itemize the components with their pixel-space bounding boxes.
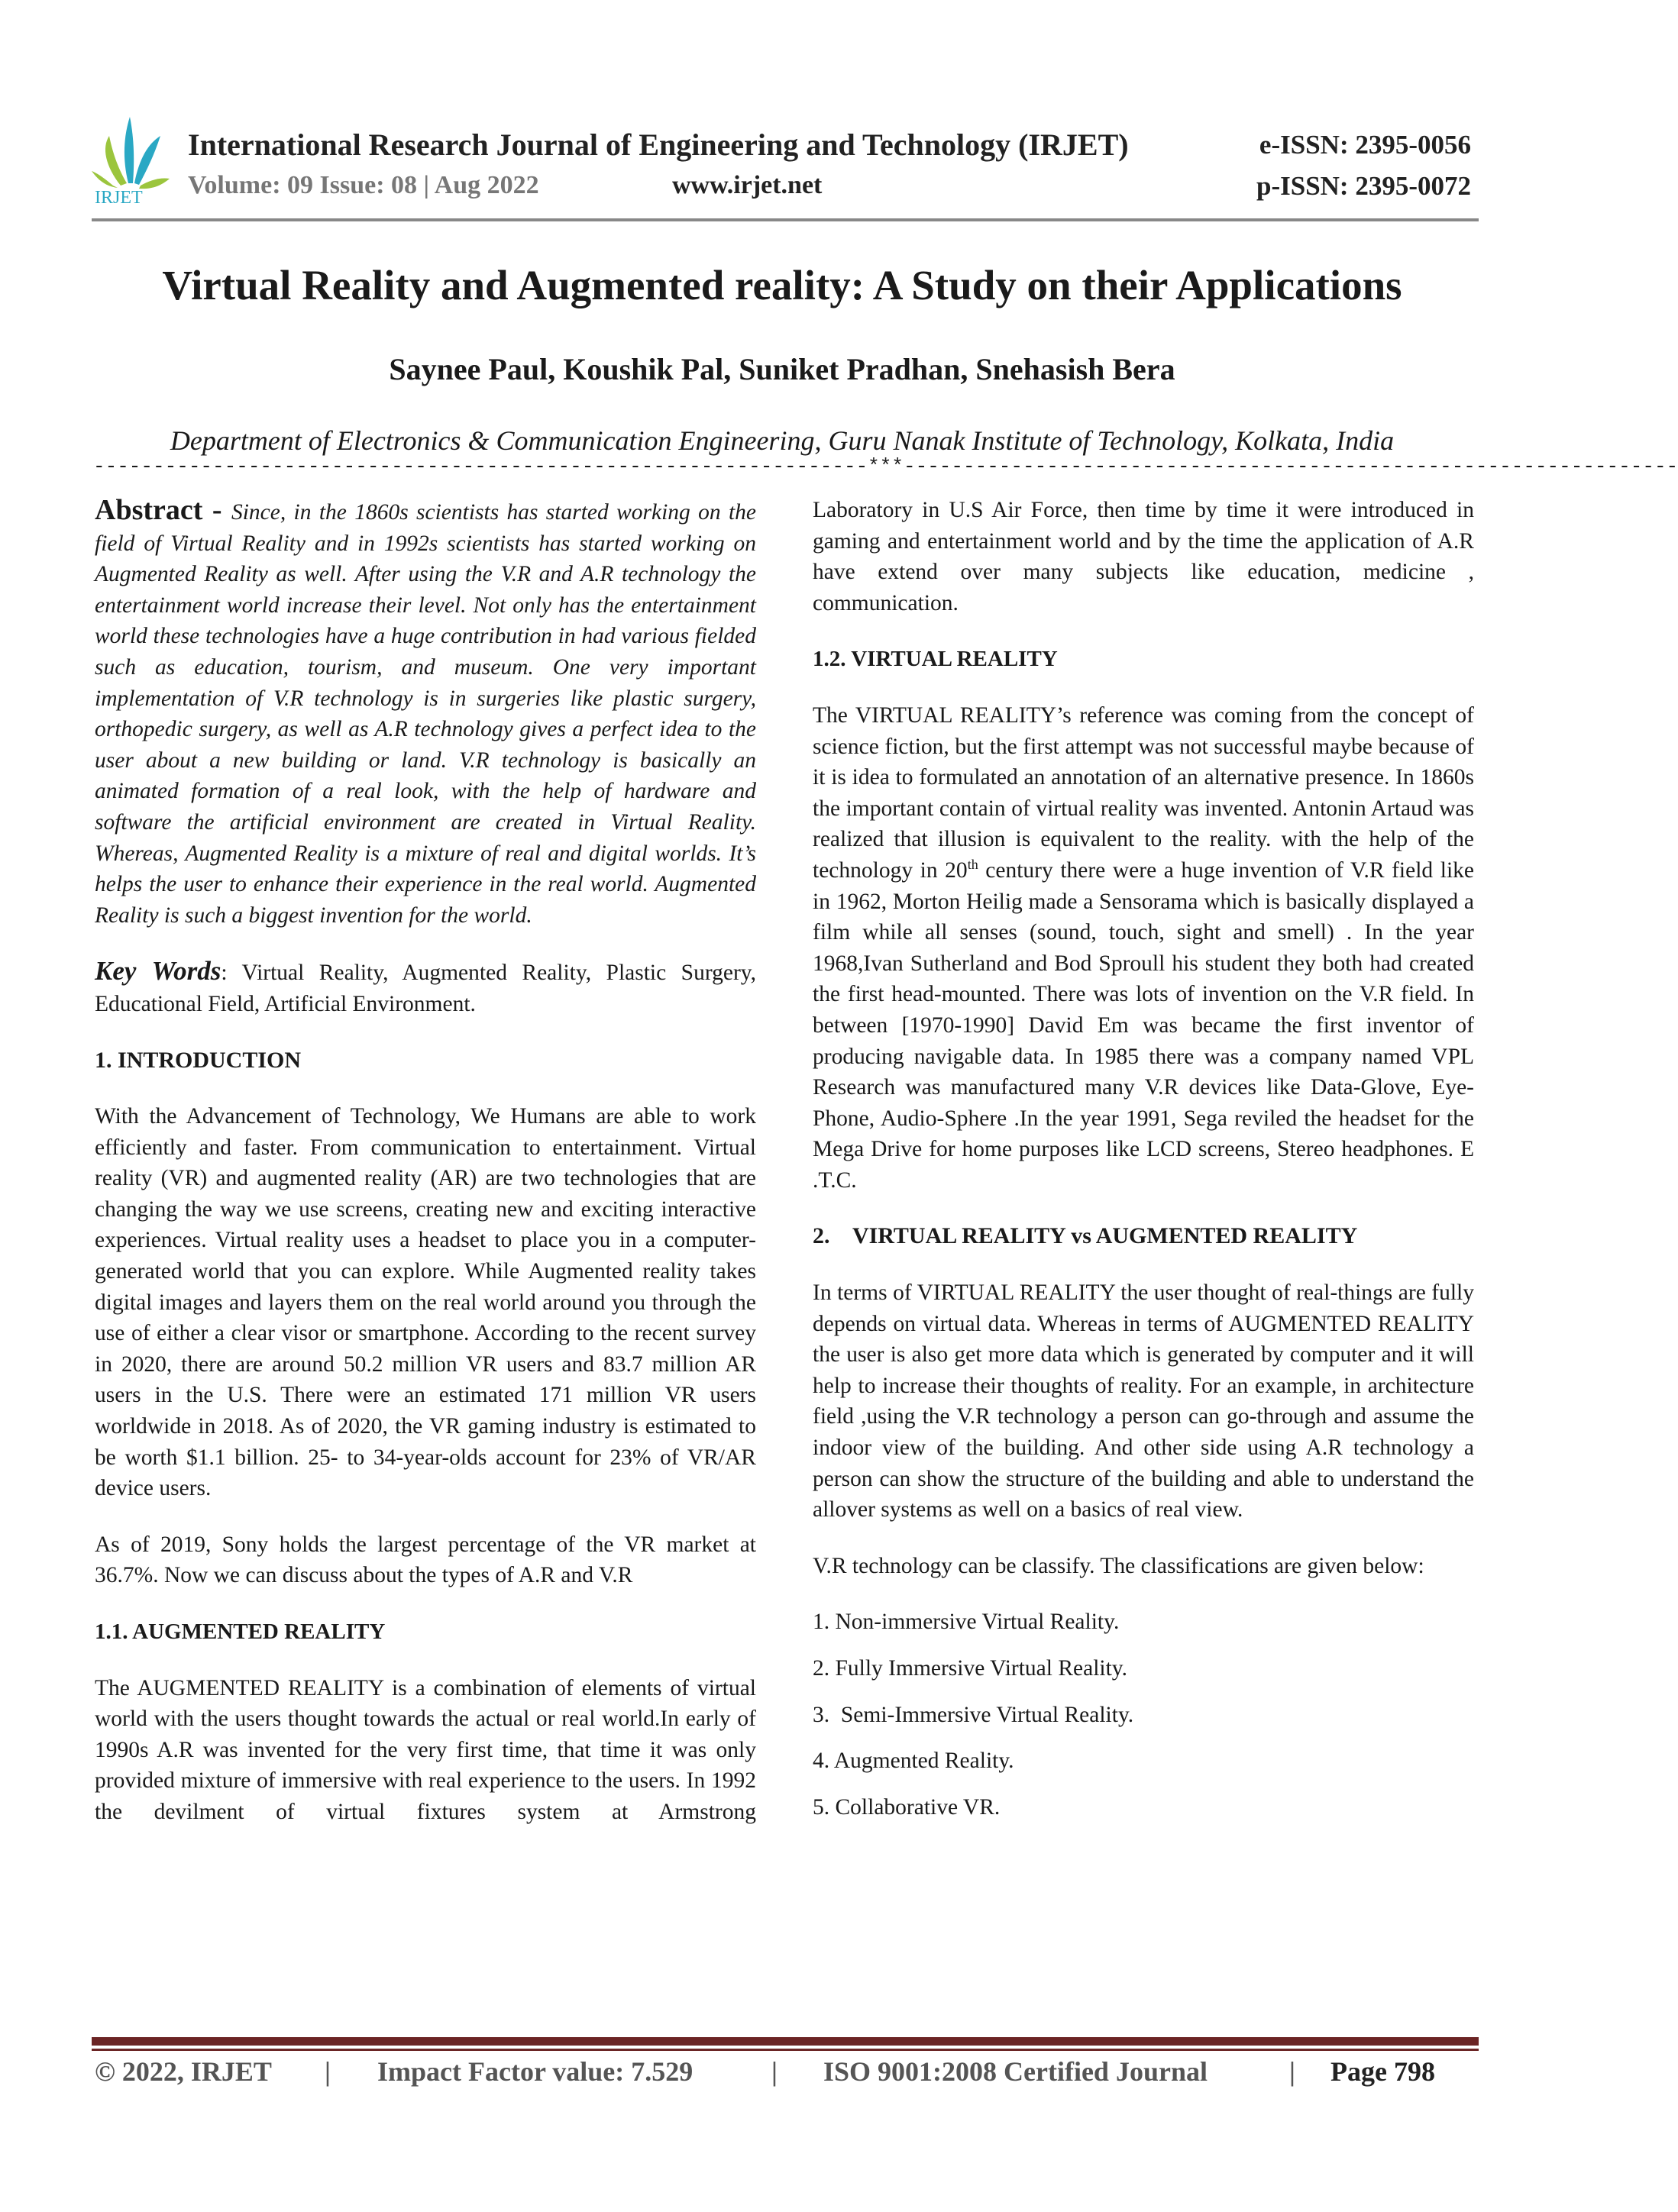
intro-paragraph-2: As of 2019, Sony holds the largest percentage of the VR market at 36.7%. Now we can discuss about the types of A.R and V.R xyxy=(95,1532,756,1588)
journal-name: International Research Journal of Engineering and Technology (IRJET) xyxy=(188,128,1129,162)
footer-page-number: Page 798 xyxy=(1330,2056,1435,2087)
footer-impact-factor: Impact Factor value: 7.529 xyxy=(377,2056,694,2087)
list-item: 3. Semi-Immersive Virtual Reality. xyxy=(813,1702,1134,1727)
keywords-text: : Virtual Reality, Augmented Reality, Plastic Surgery, Educational Field, Artificial Environment. xyxy=(95,961,757,1016)
abstract-text: Since, in the 1860s scientists has started working on the field of Virtual Reality and in 1992s scientists has started working on Augmented Reality as well. After using the V.R and A.R technology the entertainment world increase their level. Not only has the entertainment world these technologies have a huge contribution in had various fielded such as education, tourism, and museum. One very important implementation of V.R technology is in surgeries like plastic surgery, orthopedic surgery, as well as A.R technology gives a perfect idea to the user about a new building or land. V.R technology is basically an animated formation of a real look, with the help of hardware and software the artificial environment are created in Virtual Reality. Whereas, Augmented Reality is a mixture of real and digital worlds. It’s helps the user to enhance their experience in the real world. Augmented Reality is such a biggest invention for the world. xyxy=(95,500,756,928)
vs-paragraph-1: In terms of VIRTUAL REALITY the user thought of real-things are fully depends on virtual data. Whereas in terms of AUGMENTED REALITY the user is also get more data which is generated by computer and it will help to increase their thoughts of reality. For an example, in architecture field ,using the V.R technology a person can go-through and assume the indoor view of the building. And other side using A.R technology a person can show the structure of the building and able to understand the allover systems as well on a basics of real view. xyxy=(813,1280,1474,1523)
heading-augmented-reality: 1.1. AUGMENTED REALITY xyxy=(95,1619,386,1644)
svg-text:IRJET: IRJET xyxy=(95,188,143,208)
heading-vr-vs-ar: 2. VIRTUAL REALITY vs AUGMENTED REALITY xyxy=(813,1223,1358,1249)
list-item: 5. Collaborative VR. xyxy=(813,1794,1001,1820)
keywords-label: Key Words xyxy=(95,956,221,987)
intro-paragraph-1: With the Advancement of Technology, We Humans are able to work efficiently and faster. From communication to entertainment. Virtual reality (VR) and augmented reality (AR) are two technologies that are changing the way we use screens, creating new and exciting interactive experiences. Virtual reality uses a headset to place you in a computer-generated world that you can explore. While Augmented reality takes digital images and layers them on the real world around you through the use of either a clear visor or smartphone. According to the recent survey in 2020, there are around 50.2 million VR users and 83.7 million AR users in the U.S. There were an estimated 171 million VR users worldwide in 2018. As of 2020, the VR gaming industry is estimated to be worth $1.1 billion. 25- to 34-year-olds account for 23% of VR/AR device users. xyxy=(95,1104,756,1501)
left-column xyxy=(95,495,756,1853)
footer-rule xyxy=(92,2049,1479,2051)
vr-text-a: The VIRTUAL REALITY’s reference was coming from the concept of science fiction, but the first attempt was not successful maybe because of it is idea to formulated an annotation of an alternative presence. In 1860s the important contain of virtual reality was invented. Antonin Artaud was realized that illusion is equivalent to the reality. with the help of the technology in 20 xyxy=(813,702,1474,883)
classification-list xyxy=(813,1607,1474,1823)
e-issn: e-ISSN: 2395-0056 xyxy=(1259,130,1471,160)
abstract-label: Abstract - xyxy=(95,494,231,526)
superscript: th xyxy=(967,857,978,873)
list-item: 4. Augmented Reality. xyxy=(813,1749,1014,1774)
ar-paragraph-continued: Laboratory in U.S Air Force, then time by time it were introduced in gaming and entertainment world and by the time the application of A.R have extend over many subjects like education, medicine , communication. xyxy=(813,498,1474,615)
authors: Saynee Paul, Koushik Pal, Suniket Pradhan, Snehasish Bera xyxy=(389,352,1175,386)
website-link[interactable]: www.irjet.net xyxy=(672,171,823,199)
heading-virtual-reality: 1.2. VIRTUAL REALITY xyxy=(813,647,1058,672)
irjet-logo xyxy=(90,113,174,208)
footer-iso: ISO 9001:2008 Certified Journal xyxy=(823,2056,1208,2087)
vr-text-b: century there were a huge invention of V.R field like in 1962, Morton Heilig made a Sensorama which is basically displayed a film while all senses (sound, touch, sight and smell) . In the year 1968,Ivan Sutherland and Bod Sproull his student they both had created the first head-mounted. There was lots of invention on the V.R field. In between [1970-1990] David Em was became the first inventor of producing navigable data. In 1985 there was a company named VPL Research was manufactured many V.R devices like Data-Glove, Eye-Phone, Audio-Sphere .In the year 1991, Sega reviled the headset for the Mega Drive for home purposes like LCD screens, Stereo headphones. E .T.C. xyxy=(813,857,1474,1193)
footer-copyright: © 2022, IRJET xyxy=(95,2056,272,2087)
vr-paragraph xyxy=(813,700,1474,1196)
list-item: 2. Fully Immersive Virtual Reality. xyxy=(813,1656,1127,1681)
footer-separator: | xyxy=(1289,2056,1295,2087)
footer-separator: | xyxy=(771,2056,778,2087)
heading-introduction: 1. INTRODUCTION xyxy=(95,1047,302,1073)
vs-paragraph-2: V.R technology can be classify. The classifications are given below: xyxy=(813,1553,1424,1578)
ar-paragraph: The AUGMENTED REALITY is a combination of elements of virtual world with the users thought towards the actual or real world.In early of 1990s A.R was invented for the very first time, that time it was only provided mixture of immersive with real experience to the users. In 1992 the devilment of virtual fixtures system at Armstrong xyxy=(95,1675,756,1824)
header-divider xyxy=(92,218,1479,221)
abstract xyxy=(95,495,756,931)
volume-issue: Volume: 09 Issue: 08 | Aug 2022 xyxy=(188,171,539,199)
right-column xyxy=(813,495,1474,1838)
footer-bar xyxy=(92,2037,1479,2046)
p-issn: p-ISSN: 2395-0072 xyxy=(1256,171,1471,201)
footer-separator: | xyxy=(325,2056,331,2087)
affiliation: Department of Electronics & Communication Engineering, Guru Nanak Institute of Technology, Kolkata, India xyxy=(170,425,1395,456)
paper-title: Virtual Reality and Augmented reality: A Study on their Applications xyxy=(162,262,1402,308)
separator-line: -----------------------------------------------------------------***----------------------------------------------------------------- xyxy=(93,455,1678,478)
keywords xyxy=(95,956,756,1019)
list-item: 1. Non-immersive Virtual Reality. xyxy=(813,1610,1120,1635)
